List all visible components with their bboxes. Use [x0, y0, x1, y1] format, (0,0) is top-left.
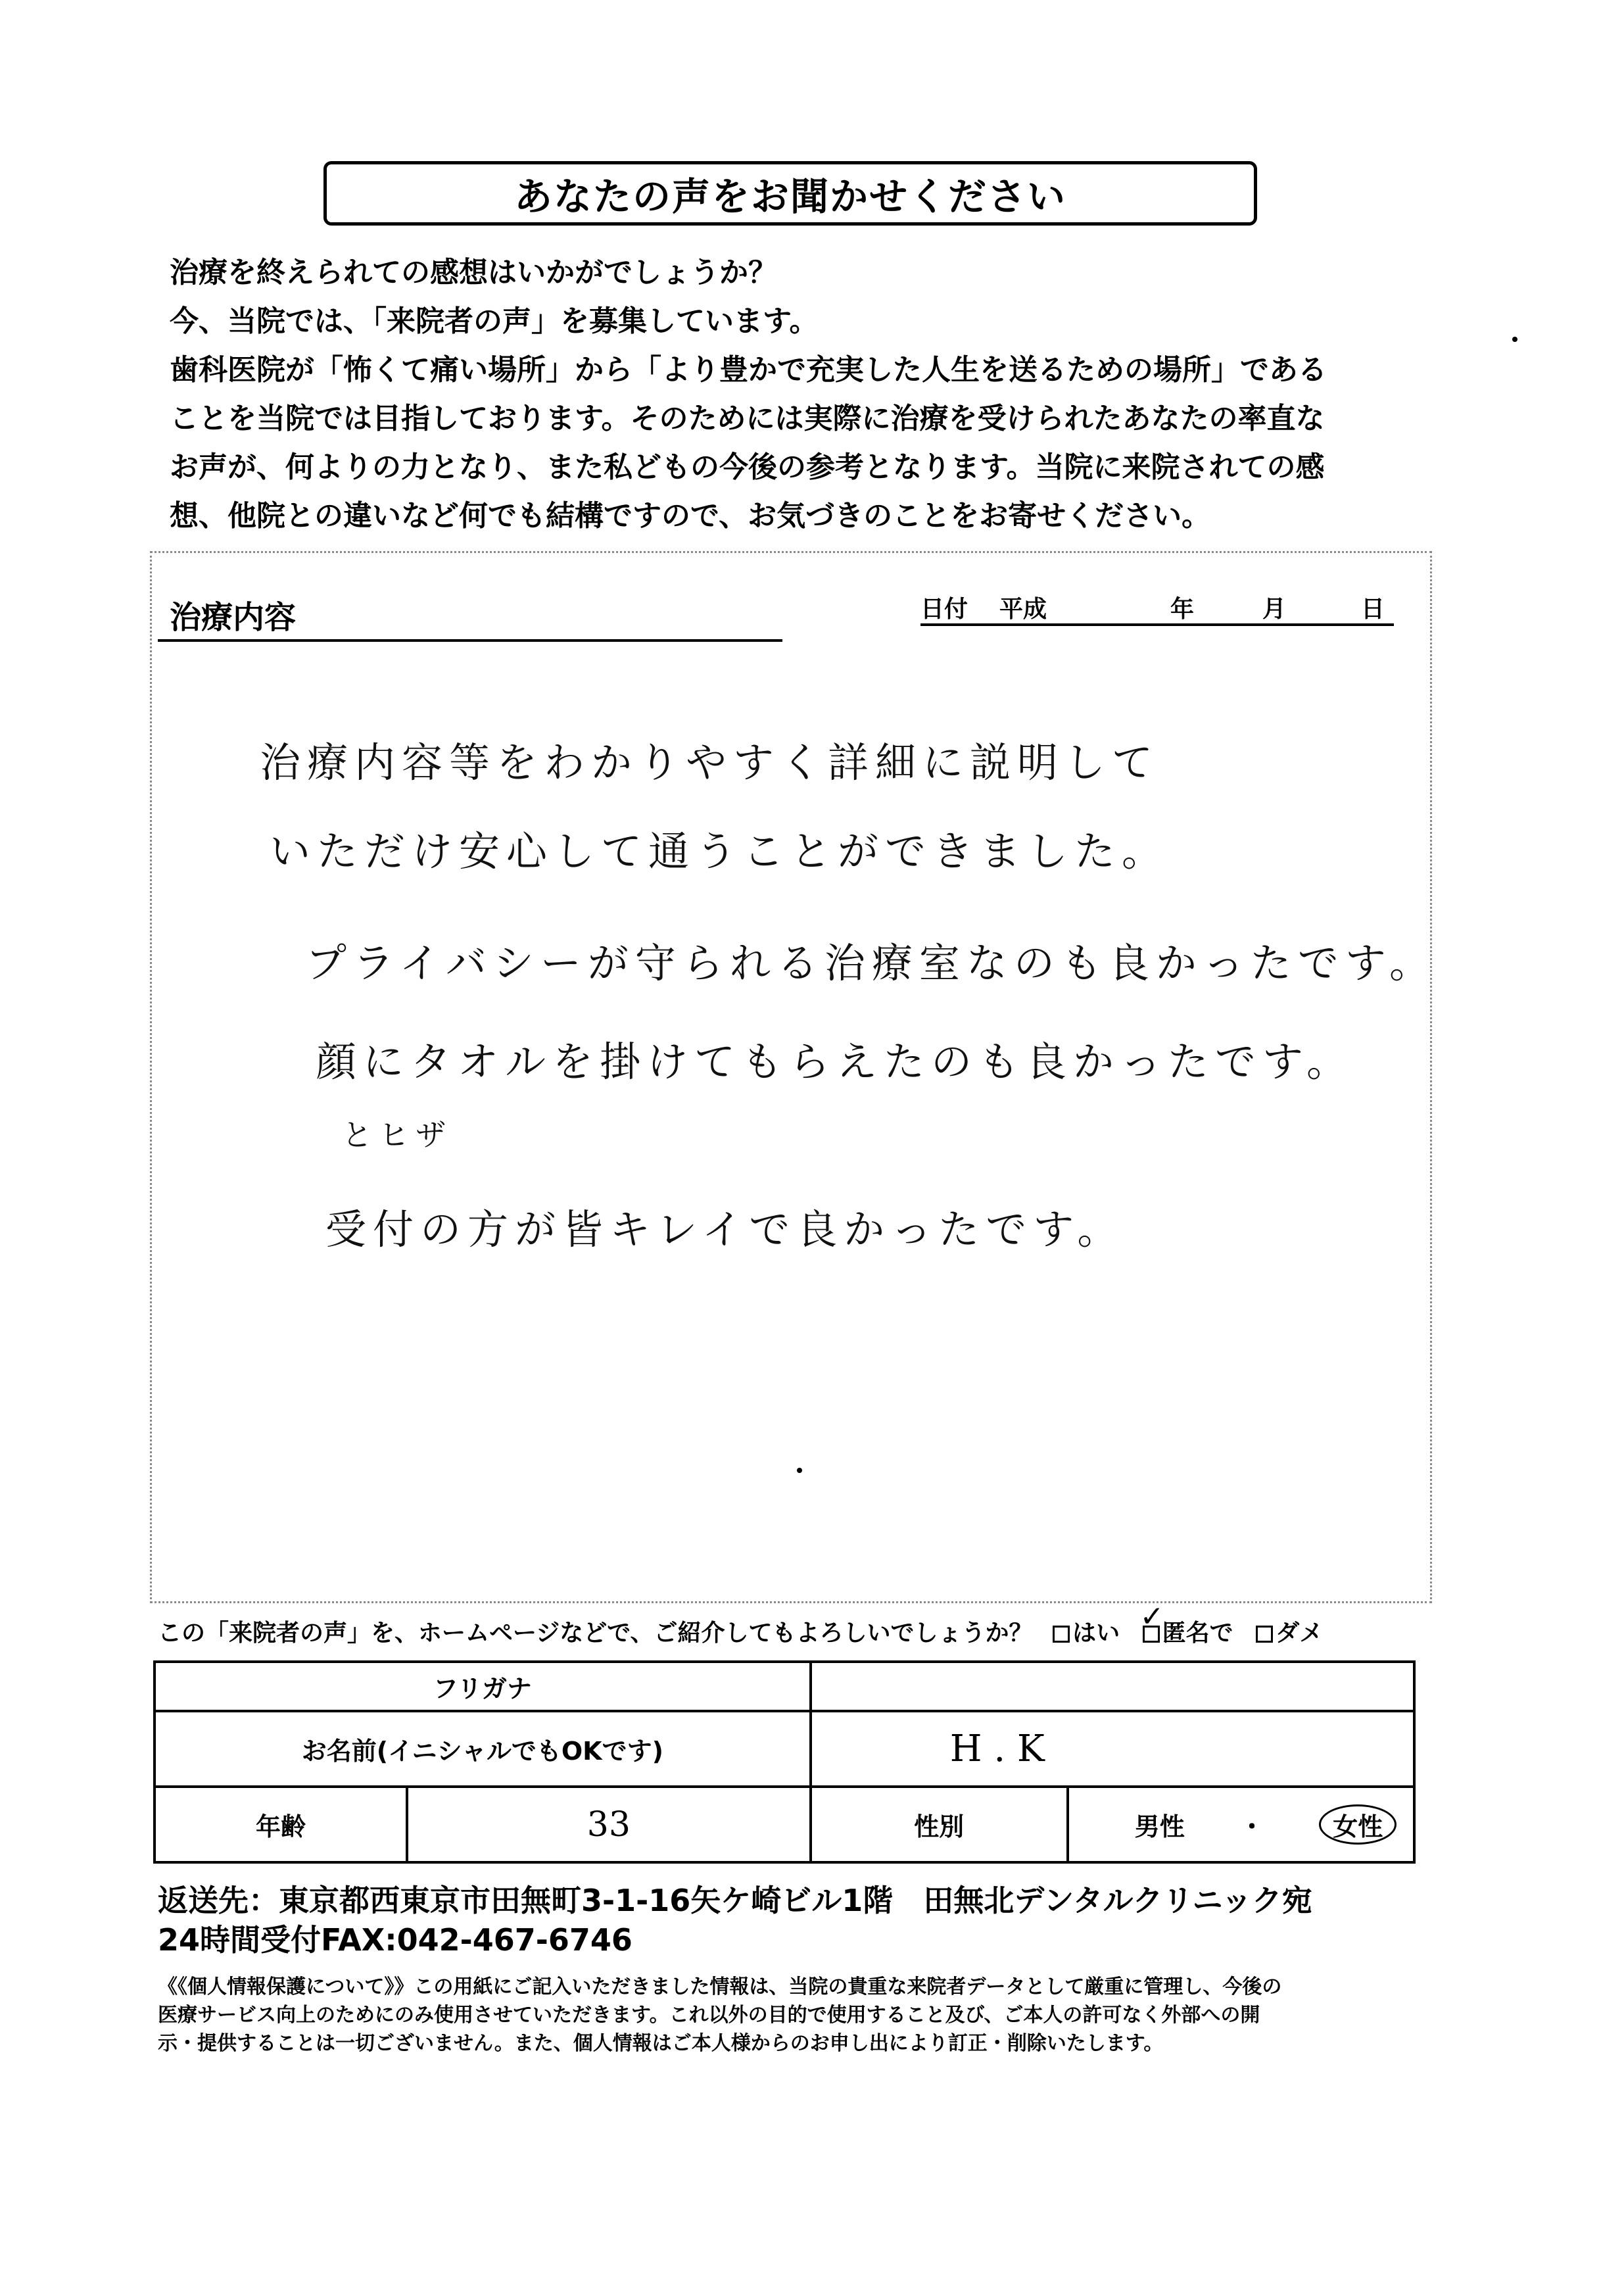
address-line: 返送先：東京都西東京市田無町3-1-16矢ケ崎ビル1階 田無北デンタルクリニック宛	[158, 1883, 1312, 1918]
intro-text	[170, 249, 1478, 541]
furigana-field[interactable]	[811, 1662, 1414, 1711]
furigana-label: フリガナ	[155, 1662, 811, 1711]
page-title: あなたの声をお聞かせください	[513, 174, 1066, 219]
era-label: 平成	[999, 596, 1047, 623]
handwritten-insertion: とヒザ	[342, 1117, 452, 1153]
handwritten-line: 顔にタオルを掛けてもらえたのも良かったです。	[316, 1038, 1354, 1086]
section-title: 治療内容	[170, 599, 297, 636]
return-address	[158, 1881, 1312, 1960]
consent-question: この「来院者の声」を、ホームページなどで、ご紹介してもよろしいでしょうか？	[158, 1620, 1033, 1647]
intro-line: 治療を終えられての感想はいかがでしょうか？	[170, 256, 777, 289]
consent-option-yes[interactable]: はい	[1053, 1620, 1120, 1647]
consent-option-anonymous[interactable]: ✓ 匿名で	[1139, 1600, 1233, 1647]
intro-line: 今、当院では、「来院者の声」を募集しています。	[170, 304, 819, 338]
publication-consent	[158, 1600, 1324, 1648]
patient-info-table	[153, 1660, 1416, 1864]
gender-male[interactable]: 男性	[1134, 1812, 1185, 1841]
gender-female-circled[interactable]: 女性	[1319, 1804, 1397, 1845]
gender-separator: ・	[1239, 1812, 1264, 1841]
age-field[interactable]: 33	[407, 1787, 811, 1862]
privacy-line: 《《個人情報保護について》》この用紙にご記入いただきました情報は、当院の貴重な来院者データとして厳重に管理し、今後の	[158, 1975, 1282, 1998]
fax-line: 24時間受付FAX:042-467-6746	[158, 1922, 633, 1958]
date-label: 日付	[920, 596, 968, 623]
intro-line: お声が、何よりの力となり、また私どもの今後の参考となります。当院に来院されての感	[170, 450, 1325, 484]
page-title-box	[323, 161, 1257, 226]
date-field	[920, 591, 1387, 623]
stray-mark	[1512, 337, 1517, 342]
year-label: 年	[1170, 596, 1195, 623]
name-field[interactable]: H . K	[811, 1711, 1414, 1787]
privacy-notice	[158, 1973, 1446, 2058]
section-underline	[158, 639, 782, 642]
privacy-line: 示・提供することは一切ございません。また、個人情報はご本人様からのお申し出により訂正・削除いたします。	[158, 2032, 1164, 2055]
checkbox[interactable]	[1256, 1626, 1273, 1643]
handwritten-line: プライバシーが守られる治療室なのも良かったです。	[306, 939, 1437, 987]
privacy-line: 医療サービス向上のためにのみ使用させていただきます。これ以外の目的で使用すること及び、ご本人の許可なく外部への開	[158, 2004, 1260, 2027]
gender-label: 性別	[811, 1787, 1068, 1862]
intro-line: 想、他院との違いなど何でも結構ですので、お気づきのことをお寄せください。	[170, 499, 1211, 533]
handwritten-line: 受付の方が皆キレイで良かったです。	[325, 1205, 1125, 1253]
intro-line: ことを当院では目指しております。そのためには実際に治療を受けられたあなたの率直な	[170, 402, 1325, 435]
gender-field[interactable]	[1068, 1787, 1414, 1862]
age-label: 年齢	[155, 1787, 407, 1862]
name-label: お名前(イニシャルでもOKです)	[155, 1711, 811, 1787]
consent-option-no[interactable]: ダメ	[1256, 1620, 1323, 1647]
handwritten-line: いただけ安心して通うことができました。	[270, 827, 1170, 875]
date-underline	[920, 623, 1394, 626]
month-label: 月	[1262, 596, 1287, 623]
day-label: 日	[1361, 596, 1385, 623]
intro-line: 歯科医院が「怖くて痛い場所」から「より豊かで充実した人生を送るための場所」である	[170, 353, 1327, 387]
handwritten-line: 治療内容等をわかりやすく詳細に説明して	[260, 738, 1160, 786]
stray-mark	[797, 1468, 802, 1473]
check-mark-icon: ✓	[1139, 1600, 1164, 1633]
checkbox[interactable]	[1053, 1626, 1070, 1643]
